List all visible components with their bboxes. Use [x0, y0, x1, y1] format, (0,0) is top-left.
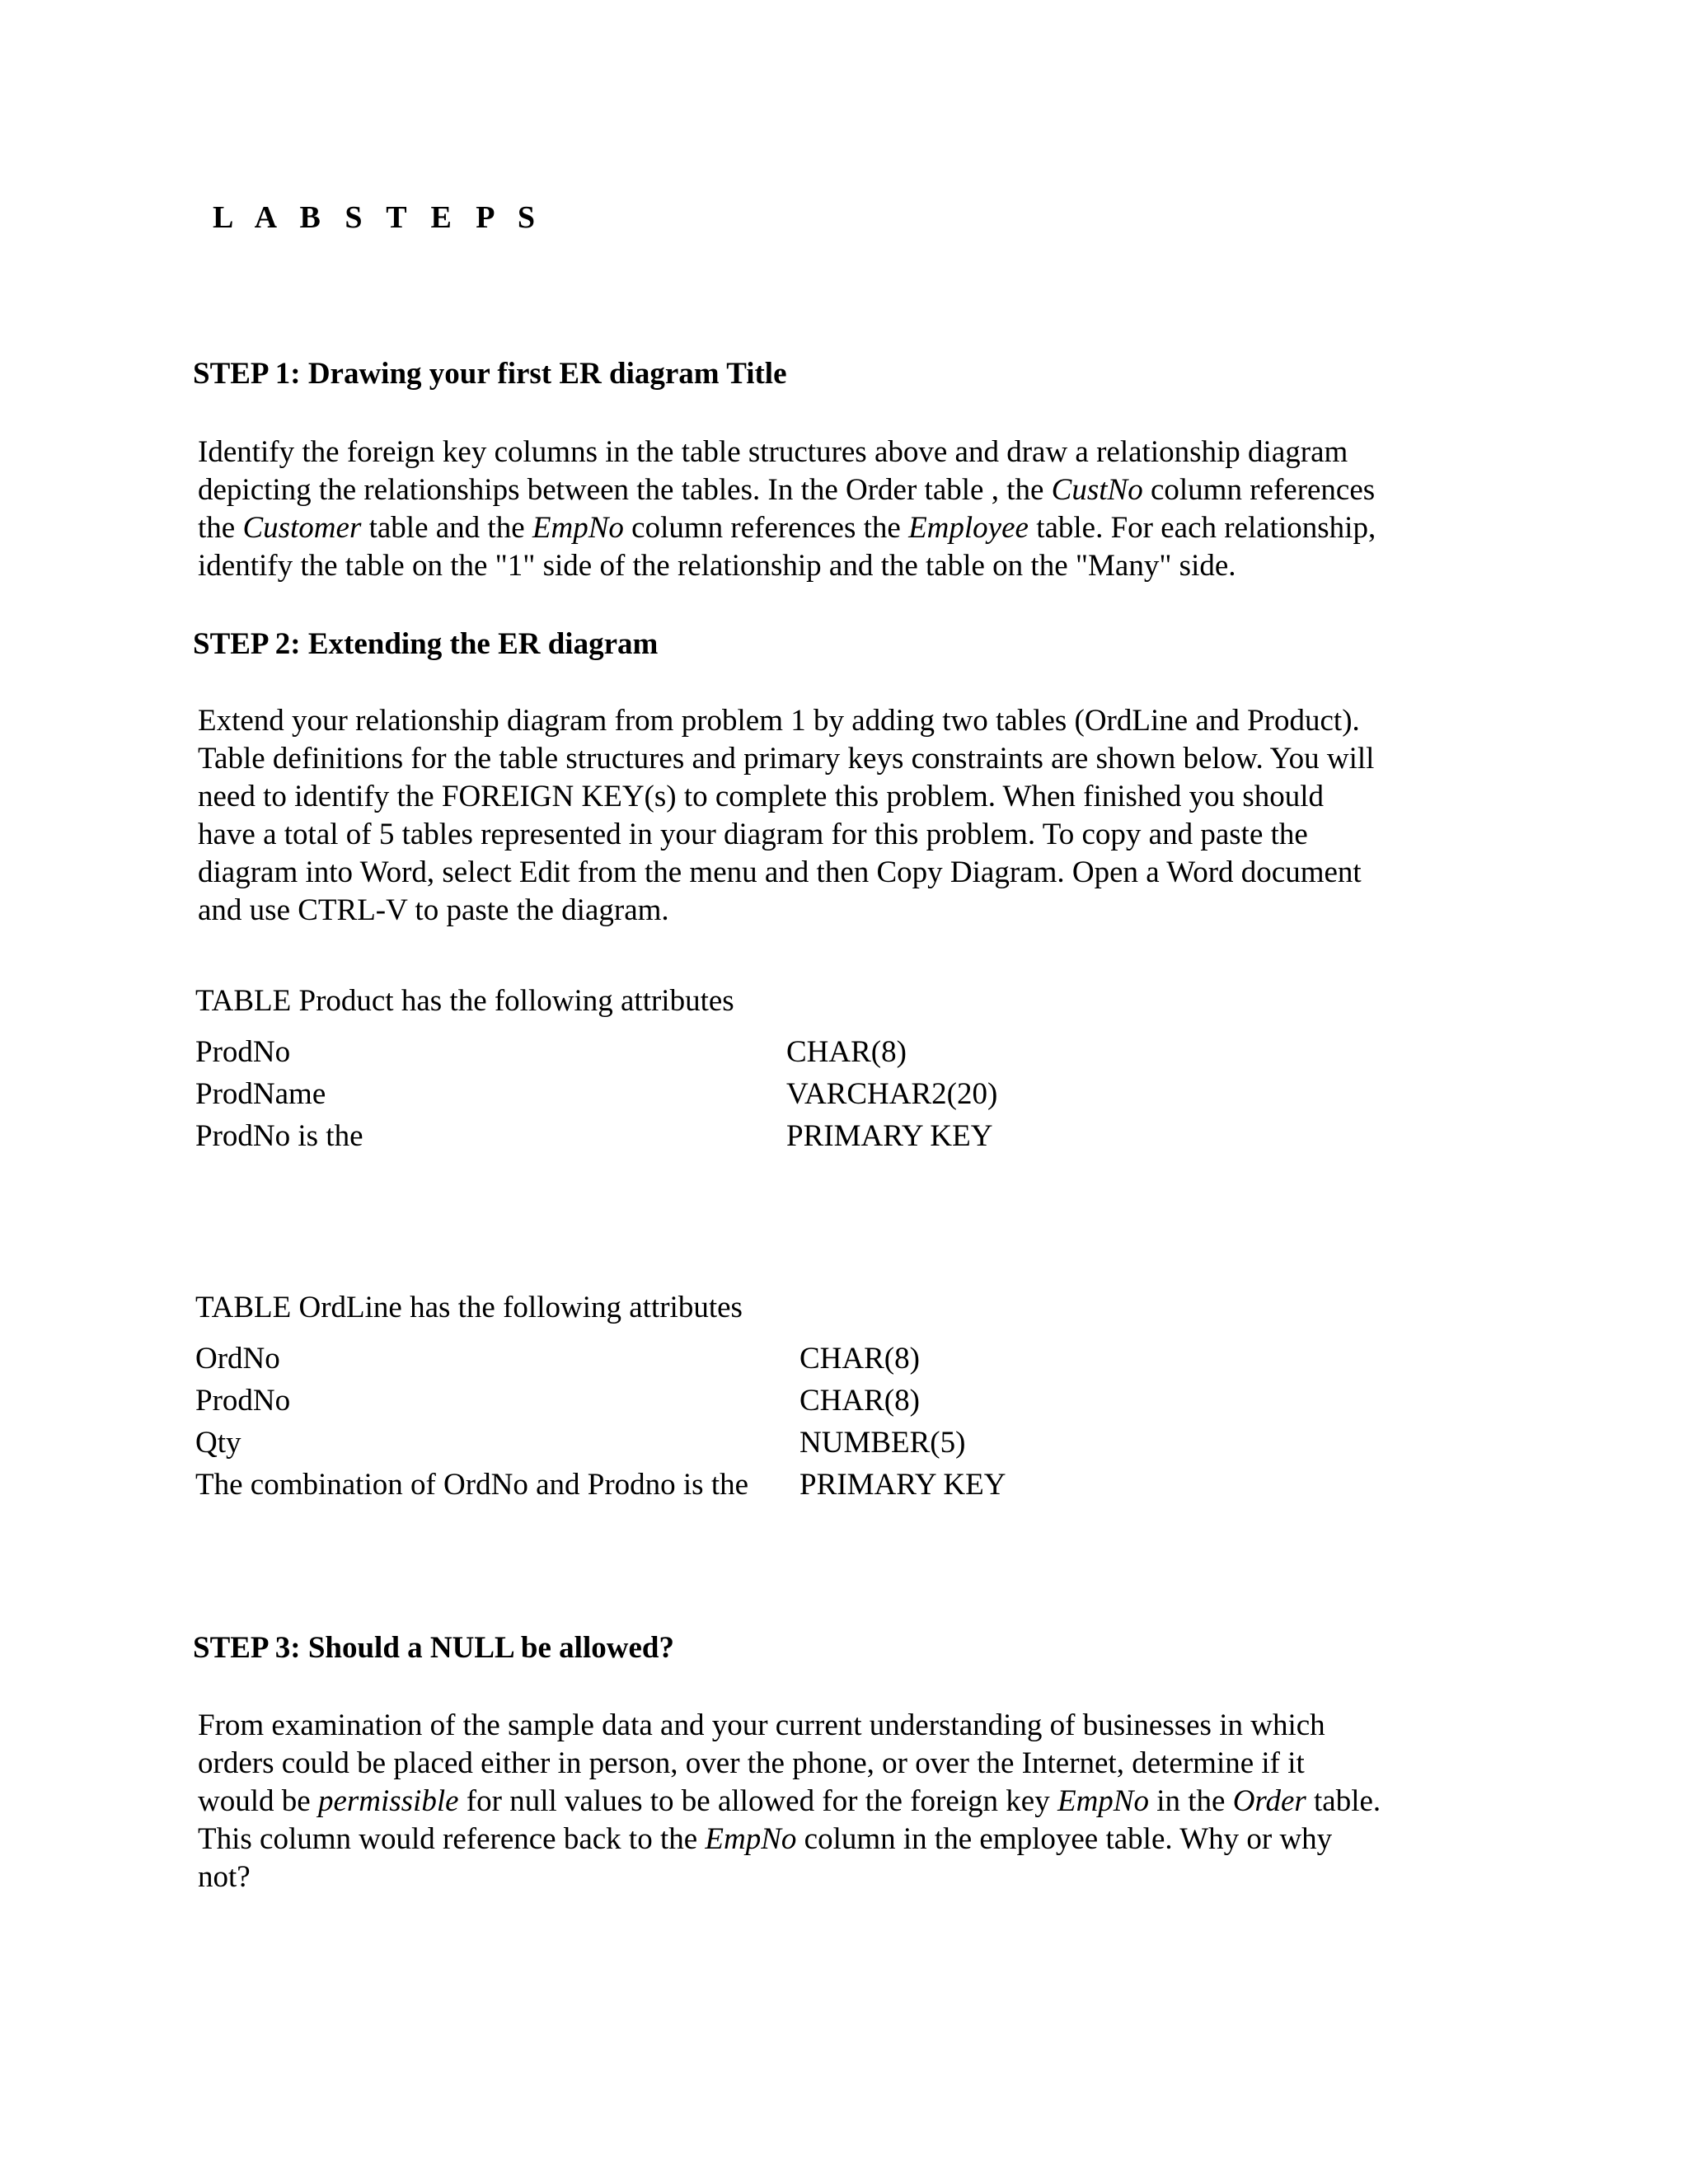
- paragraph-line: [198, 1783, 1381, 1821]
- attribute-name: ProdNo is the: [195, 1119, 363, 1153]
- attribute-type: CHAR(8): [799, 1342, 920, 1376]
- text-run: orders could be placed either in person, over the phone, or over the Internet, determine if it: [198, 1746, 1305, 1780]
- paragraph-line: [198, 1745, 1381, 1783]
- text-run: depicting the relationships between the tables. In the Order table , the: [198, 473, 1052, 507]
- paragraph-line: [198, 892, 1374, 930]
- italic-text-run: EmpNo: [532, 511, 624, 545]
- text-run: Table definitions for the table structures and primary keys constraints are shown below. You will: [198, 742, 1375, 776]
- text-run: would be: [198, 1784, 318, 1818]
- attribute-name: Qty: [195, 1426, 241, 1460]
- text-run: table and the: [361, 511, 532, 545]
- text-run: Identify the foreign key columns in the table structures above and draw a relationship diagram: [198, 435, 1348, 469]
- attribute-type: VARCHAR2(20): [786, 1077, 998, 1111]
- text-run: diagram into Word, select Edit from the menu and then Copy Diagram. Open a Word document: [198, 855, 1362, 889]
- text-run: identify the table on the "1" side of the relationship and the table on the "Many" side.: [198, 549, 1236, 583]
- text-run: From examination of the sample data and your current understanding of businesses in which: [198, 1708, 1325, 1742]
- text-run: and use CTRL-V to paste the diagram.: [198, 893, 669, 927]
- paragraph-line: [198, 471, 1376, 509]
- paragraph-line: [198, 547, 1376, 585]
- italic-text-run: Customer: [242, 511, 362, 545]
- attribute-name: OrdNo: [195, 1342, 280, 1376]
- step2-paragraph: [198, 702, 1374, 930]
- paragraph-line: [198, 1858, 1381, 1896]
- attribute-type: PRIMARY KEY: [786, 1119, 993, 1153]
- text-run: for null values to be allowed for the foreign key: [458, 1784, 1057, 1818]
- paragraph-line: [198, 854, 1374, 892]
- attribute-name: ProdNo: [195, 1384, 291, 1418]
- text-run: column references the: [623, 511, 909, 545]
- italic-text-run: EmpNo: [1057, 1784, 1149, 1818]
- lab-steps-title: L A B S T E P S: [213, 200, 544, 235]
- paragraph-line: [198, 434, 1376, 471]
- paragraph-line: [198, 740, 1374, 778]
- step2-heading: STEP 2: Extending the ER diagram: [193, 627, 659, 661]
- paragraph-line: [198, 778, 1374, 816]
- text-run: column references: [1142, 473, 1376, 507]
- text-run: not?: [198, 1860, 251, 1894]
- paragraph-line: [198, 509, 1376, 547]
- paragraph-line: [198, 702, 1374, 740]
- attribute-type: NUMBER(5): [799, 1426, 966, 1460]
- italic-text-run: Order: [1232, 1784, 1306, 1818]
- attribute-type: CHAR(8): [799, 1384, 920, 1418]
- italic-text-run: EmpNo: [705, 1822, 797, 1856]
- attribute-name: The combination of OrdNo and Prodno is the: [195, 1468, 749, 1502]
- text-run: table.: [1306, 1784, 1381, 1818]
- italic-text-run: Employee: [908, 511, 1029, 545]
- step1-paragraph: [198, 434, 1376, 585]
- ordline-table-caption: TABLE OrdLine has the following attributes: [195, 1291, 743, 1324]
- attribute-type: CHAR(8): [786, 1035, 907, 1069]
- italic-text-run: CustNo: [1051, 473, 1143, 507]
- text-run: table. For each relationship,: [1028, 511, 1376, 545]
- text-run: Extend your relationship diagram from problem 1 by adding two tables (OrdLine and Product).: [198, 704, 1360, 738]
- paragraph-line: [198, 1707, 1381, 1745]
- italic-text-run: permissible: [317, 1784, 459, 1818]
- text-run: This column would reference back to the: [198, 1822, 706, 1856]
- product-table-caption: TABLE Product has the following attributes: [195, 984, 734, 1018]
- attribute-name: ProdName: [195, 1077, 326, 1111]
- text-run: column in the employee table. Why or why: [796, 1822, 1333, 1856]
- paragraph-line: [198, 816, 1374, 854]
- attribute-type: PRIMARY KEY: [799, 1468, 1006, 1502]
- paragraph-line: [198, 1821, 1381, 1858]
- text-run: in the: [1148, 1784, 1233, 1818]
- text-run: the: [198, 511, 243, 545]
- step1-heading: STEP 1: Drawing your first ER diagram Title: [193, 357, 787, 391]
- attribute-name: ProdNo: [195, 1035, 291, 1069]
- text-run: have a total of 5 tables represented in your diagram for this problem. To copy and paste the: [198, 818, 1308, 851]
- step3-heading: STEP 3: Should a NULL be allowed?: [193, 1631, 674, 1665]
- step3-paragraph: [198, 1707, 1381, 1896]
- text-run: need to identify the FOREIGN KEY(s) to complete this problem. When finished you should: [198, 780, 1325, 813]
